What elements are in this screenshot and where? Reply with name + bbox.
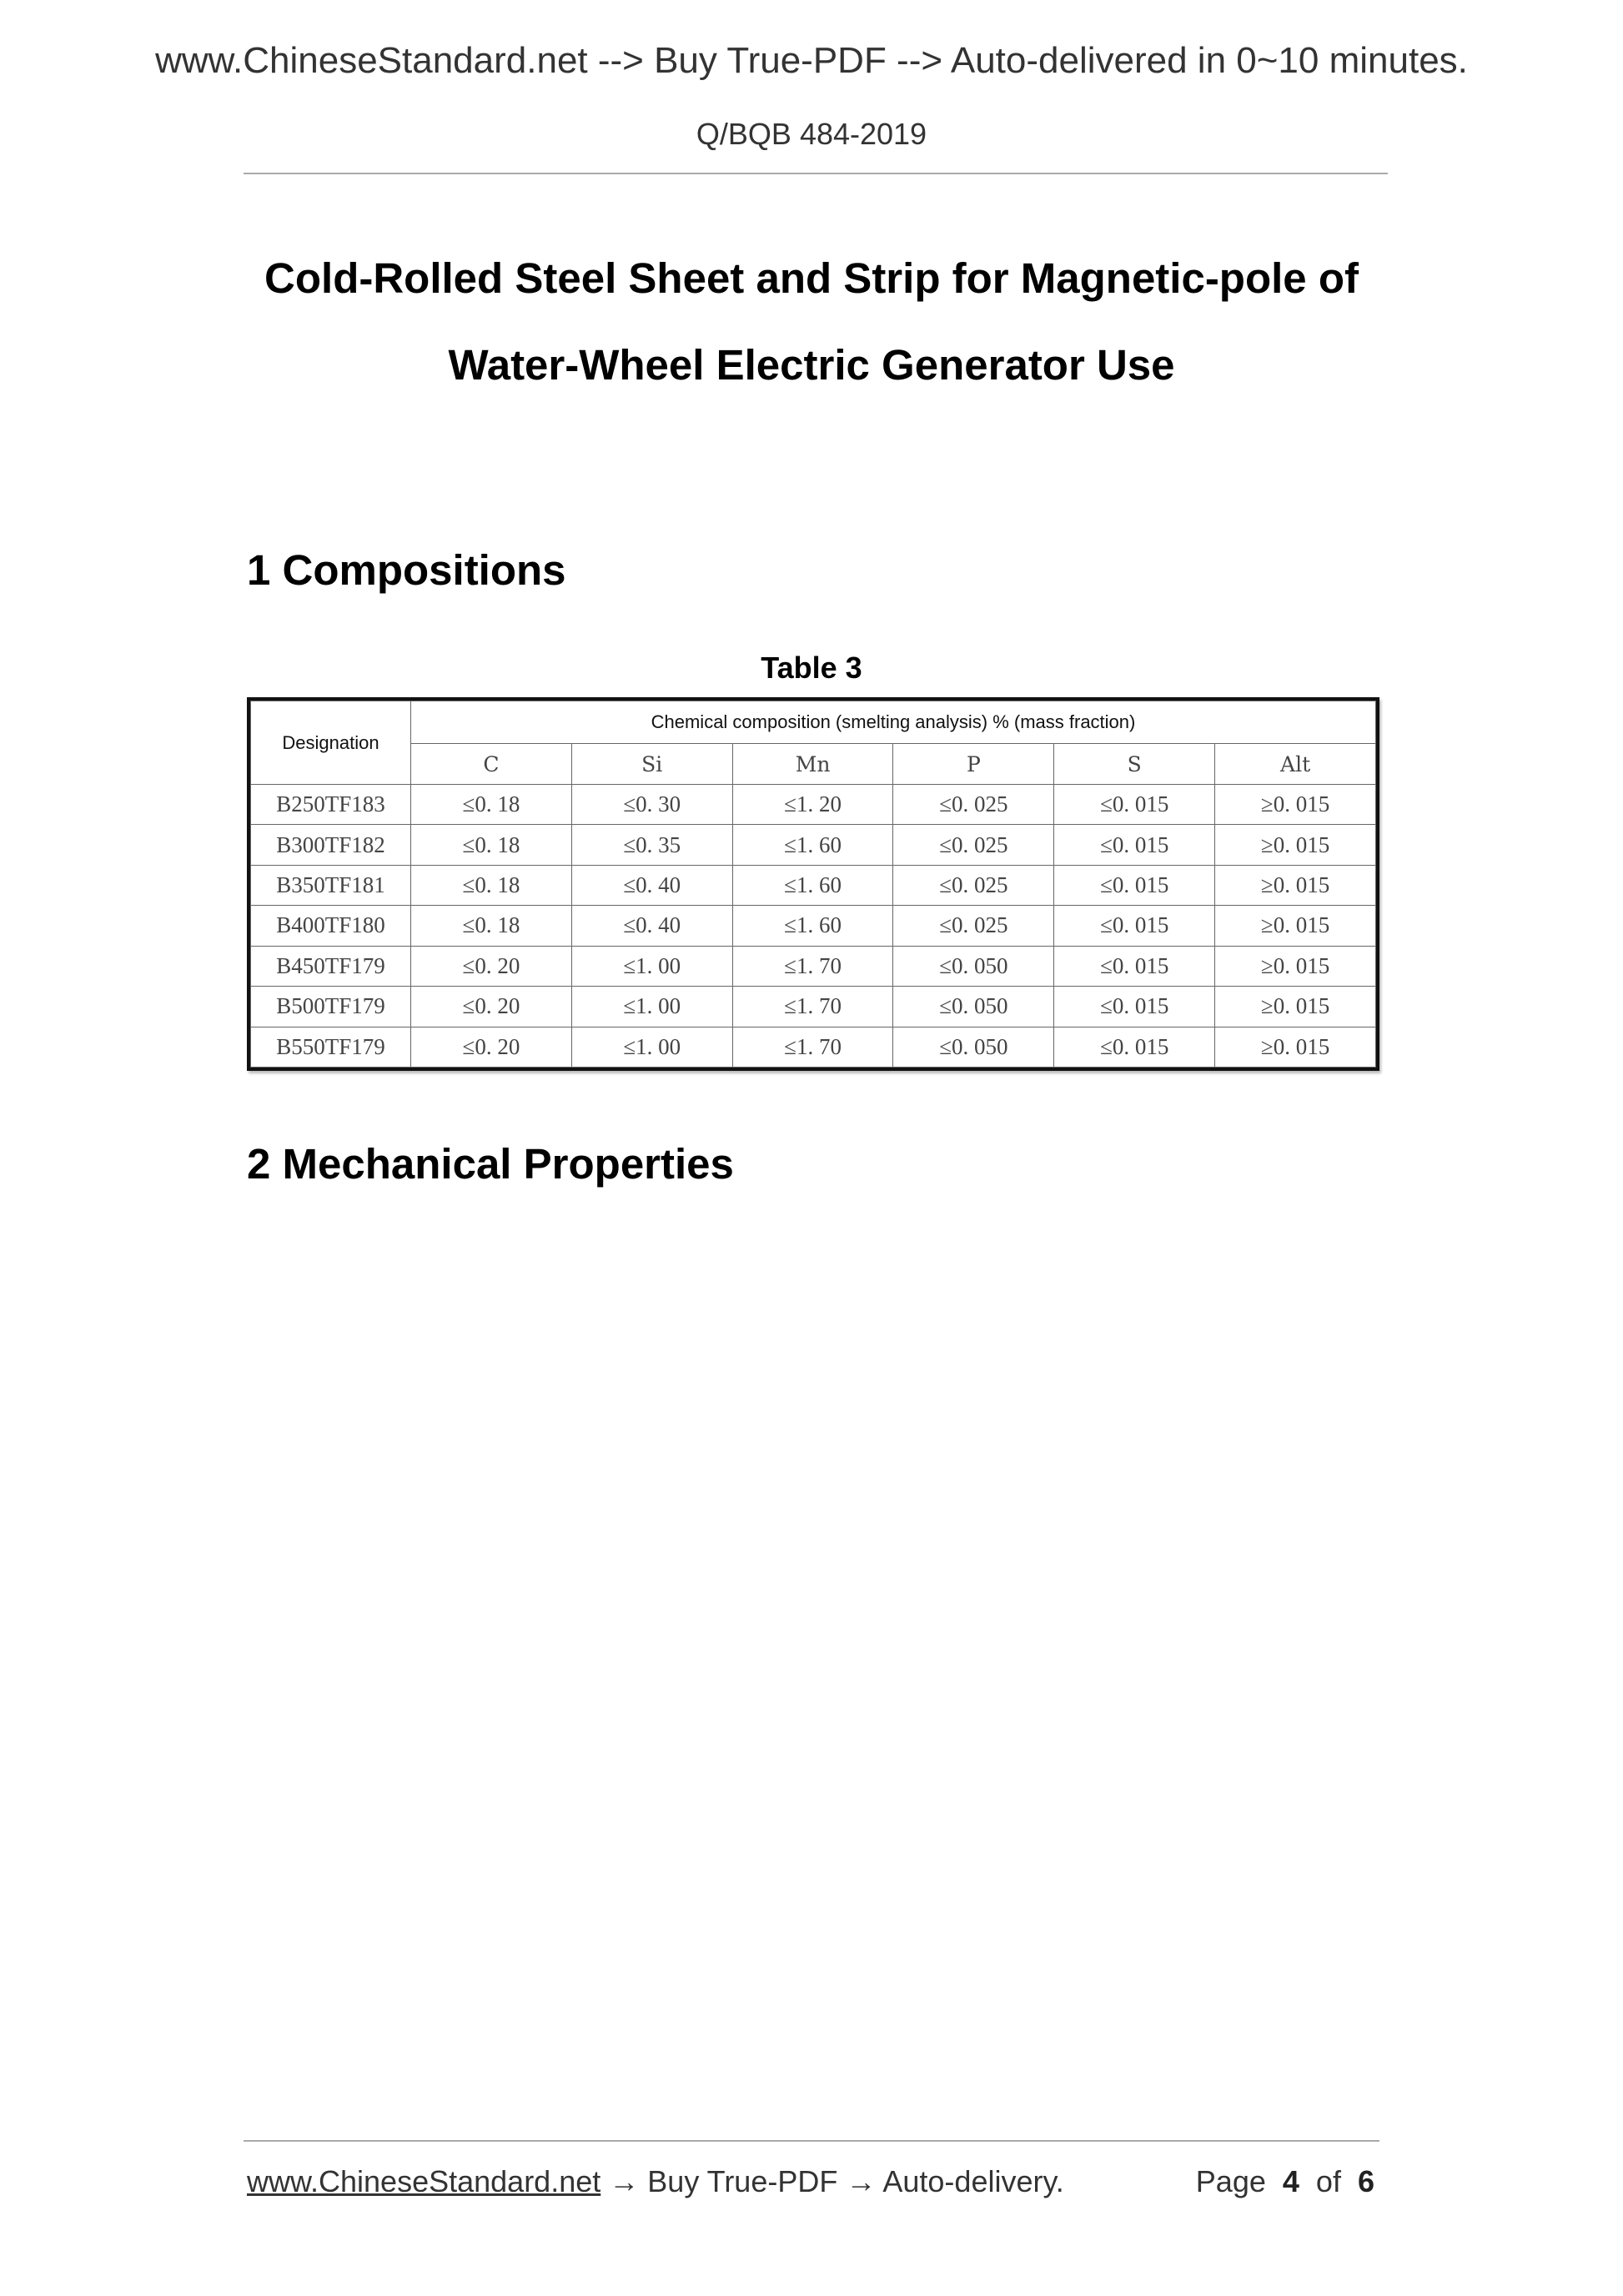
value-cell-s: ≤0. 015 xyxy=(1054,946,1215,986)
of-label: of xyxy=(1315,2164,1341,2198)
table-body xyxy=(251,785,1376,1068)
value-cell-si: ≤1. 00 xyxy=(571,946,732,986)
designation-header: Designation xyxy=(251,701,411,785)
designation-cell: B400TF180 xyxy=(251,906,411,946)
footer-delivery-text: Auto-delivery. xyxy=(882,2164,1064,2198)
value-cell-c: ≤0. 20 xyxy=(411,946,572,986)
value-cell-si: ≤0. 40 xyxy=(571,906,732,946)
title-line-1: Cold-Rolled Steel Sheet and Strip for Magnetic-pole of xyxy=(264,254,1359,302)
designation-cell: B350TF181 xyxy=(251,865,411,905)
table-row xyxy=(251,1027,1376,1067)
value-cell-alt: ≥0. 015 xyxy=(1215,825,1376,865)
element-header-s: S xyxy=(1054,744,1215,785)
designation-cell: B550TF179 xyxy=(251,1027,411,1067)
footer-divider xyxy=(244,2140,1379,2142)
value-cell-alt: ≥0. 015 xyxy=(1215,785,1376,825)
title-line-2: Water-Wheel Electric Generator Use xyxy=(448,341,1175,389)
value-cell-p: ≤0. 050 xyxy=(893,946,1054,986)
arrow-right-icon: → xyxy=(846,2164,877,2198)
value-cell-mn: ≤1. 70 xyxy=(732,987,893,1027)
value-cell-p: ≤0. 025 xyxy=(893,825,1054,865)
designation-cell: B300TF182 xyxy=(251,825,411,865)
value-cell-mn: ≤1. 60 xyxy=(732,865,893,905)
table-row xyxy=(251,865,1376,905)
value-cell-si: ≤0. 35 xyxy=(571,825,732,865)
table-row xyxy=(251,946,1376,986)
page-indicator xyxy=(1196,2164,1374,2199)
chemical-composition-header: Chemical composition (smelting analysis) % (mass fraction) xyxy=(411,701,1376,744)
value-cell-c: ≤0. 18 xyxy=(411,825,572,865)
element-header-si: Si xyxy=(571,744,732,785)
value-cell-si: ≤1. 00 xyxy=(571,987,732,1027)
value-cell-s: ≤0. 015 xyxy=(1054,785,1215,825)
table-caption: Table 3 xyxy=(761,651,862,685)
value-cell-mn: ≤1. 60 xyxy=(732,906,893,946)
value-cell-s: ≤0. 015 xyxy=(1054,1027,1215,1067)
table-row xyxy=(251,987,1376,1027)
footer-site-link[interactable]: www.ChineseStandard.net xyxy=(247,2164,601,2198)
element-header-p: P xyxy=(893,744,1054,785)
designation-cell: B250TF183 xyxy=(251,785,411,825)
value-cell-mn: ≤1. 20 xyxy=(732,785,893,825)
value-cell-s: ≤0. 015 xyxy=(1054,987,1215,1027)
top-banner: www.ChineseStandard.net --> Buy True-PDF --> Auto-delivered in 0~10 minutes. xyxy=(155,40,1468,81)
value-cell-p: ≤0. 050 xyxy=(893,1027,1054,1067)
document-code: Q/BQB 484-2019 xyxy=(696,117,927,151)
header-divider xyxy=(244,173,1388,174)
value-cell-alt: ≥0. 015 xyxy=(1215,865,1376,905)
value-cell-si: ≤1. 00 xyxy=(571,1027,732,1067)
value-cell-c: ≤0. 18 xyxy=(411,785,572,825)
value-cell-p: ≤0. 025 xyxy=(893,785,1054,825)
footer-buy-text: Buy True-PDF xyxy=(647,2164,838,2198)
document-title xyxy=(0,235,1623,409)
value-cell-alt: ≥0. 015 xyxy=(1215,1027,1376,1067)
table-row xyxy=(251,825,1376,865)
value-cell-p: ≤0. 025 xyxy=(893,865,1054,905)
composition-table xyxy=(247,697,1379,1071)
value-cell-p: ≤0. 050 xyxy=(893,987,1054,1027)
value-cell-si: ≤0. 40 xyxy=(571,865,732,905)
page-label: Page xyxy=(1195,2164,1266,2198)
designation-cell: B450TF179 xyxy=(251,946,411,986)
value-cell-p: ≤0. 025 xyxy=(893,906,1054,946)
element-header-alt: Alt xyxy=(1215,744,1376,785)
value-cell-c: ≤0. 20 xyxy=(411,1027,572,1067)
value-cell-alt: ≥0. 015 xyxy=(1215,987,1376,1027)
element-header-mn: Mn xyxy=(732,744,893,785)
table-row xyxy=(251,906,1376,946)
page-current: 4 xyxy=(1282,2164,1299,2198)
section-heading-compositions: 1 Compositions xyxy=(247,546,566,594)
element-header-c: C xyxy=(411,744,572,785)
value-cell-s: ≤0. 015 xyxy=(1054,825,1215,865)
page-total: 6 xyxy=(1357,2164,1374,2198)
value-cell-mn: ≤1. 60 xyxy=(732,825,893,865)
value-cell-c: ≤0. 20 xyxy=(411,987,572,1027)
value-cell-mn: ≤1. 70 xyxy=(732,1027,893,1067)
value-cell-alt: ≥0. 015 xyxy=(1215,946,1376,986)
value-cell-alt: ≥0. 015 xyxy=(1215,906,1376,946)
value-cell-c: ≤0. 18 xyxy=(411,906,572,946)
designation-cell: B500TF179 xyxy=(251,987,411,1027)
value-cell-si: ≤0. 30 xyxy=(571,785,732,825)
value-cell-s: ≤0. 015 xyxy=(1054,906,1215,946)
footer-links xyxy=(247,2164,1064,2199)
element-header-row xyxy=(251,744,1376,785)
section-heading-mechanical-properties: 2 Mechanical Properties xyxy=(247,1140,734,1188)
value-cell-c: ≤0. 18 xyxy=(411,865,572,905)
arrow-right-icon: → xyxy=(609,2164,640,2198)
table-row xyxy=(251,785,1376,825)
value-cell-mn: ≤1. 70 xyxy=(732,946,893,986)
value-cell-s: ≤0. 015 xyxy=(1054,865,1215,905)
